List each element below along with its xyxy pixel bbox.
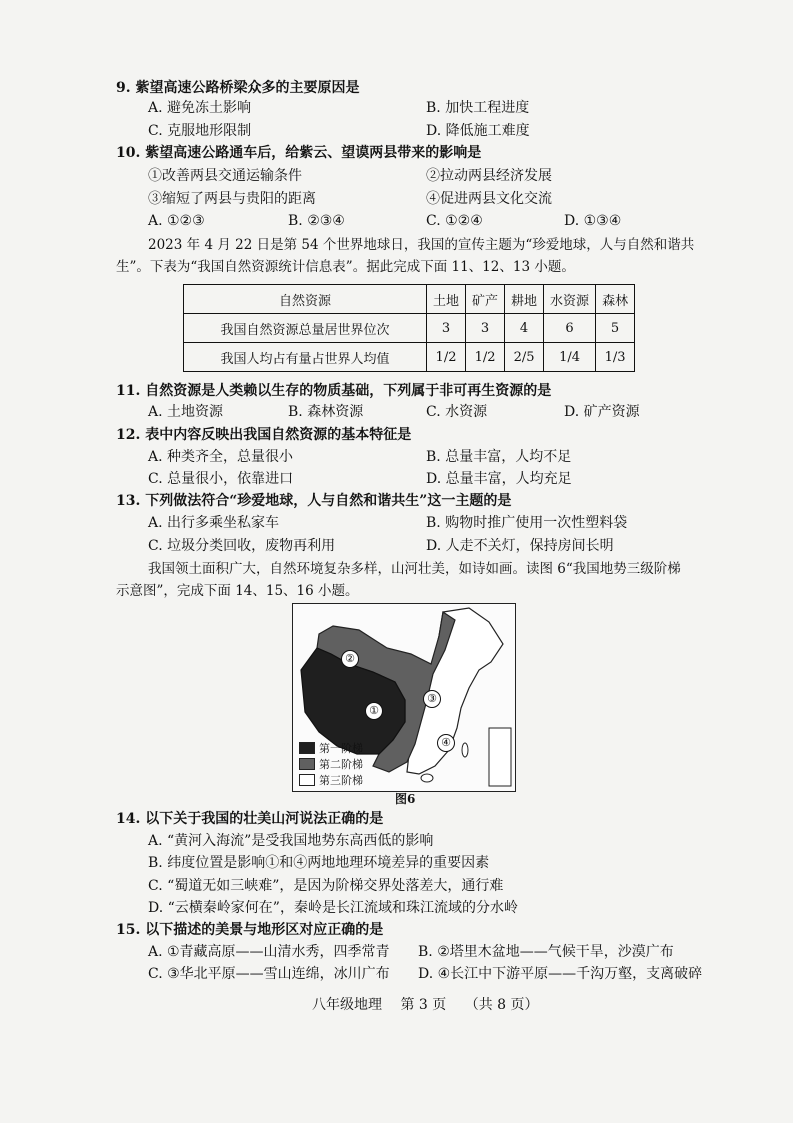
q11-stem: 11. 自然资源是人类赖以生存的物质基础，下列属于非可再生资源的是 [116, 383, 552, 399]
table-cell: 1/2 [466, 343, 505, 372]
q9-stem: 9. 紫望高速公路桥梁众多的主要原因是 [116, 80, 360, 96]
legend-third-step [299, 772, 363, 788]
table-cell: 自然资源 [184, 285, 427, 314]
table-cell: 1/3 [596, 343, 635, 372]
table-cell: 水资源 [544, 285, 596, 314]
q15-option-b: B. ②塔里木盆地——气候干旱，沙漠广布 [418, 944, 674, 960]
q13-option-a: A. 出行多乘坐私家车 [148, 515, 280, 531]
table-cell: 2/5 [505, 343, 544, 372]
q15-option-d: D. ④长江中下游平原——千沟万壑，支离破碎 [418, 966, 703, 982]
q15-option-c: C. ③华北平原——雪山连绵，冰川广布 [148, 966, 390, 982]
q11-option-a: A. 土地资源 [148, 404, 224, 420]
map-label-4: ④ [437, 734, 455, 752]
legend-swatch [299, 774, 315, 786]
table-row [184, 343, 635, 372]
south-sea-inset [489, 728, 511, 786]
q12-option-d: D. 总量丰富，人均充足 [426, 471, 572, 487]
q12-stem: 12. 表中内容反映出我国自然资源的基本特征是 [116, 427, 412, 443]
intro-paragraph-2-line-1: 我国领土面积广大，自然环境复杂多样，山河壮美，如诗如画。读图 6“我国地势三级阶梯 [148, 561, 681, 577]
q13-option-c: C. 垃圾分类回收，废物再利用 [148, 538, 336, 554]
legend-swatch [299, 742, 315, 754]
q10-statement-2: ②拉动两县经济发展 [426, 168, 552, 184]
q12-option-c: C. 总量很小，依靠进口 [148, 471, 294, 487]
map-label-1: ① [365, 702, 383, 720]
q12-option-b: B. 总量丰富，人均不足 [426, 449, 572, 465]
footer-page-number: 第 3 页 [400, 997, 447, 1013]
legend-label: 第一阶梯 [319, 742, 363, 755]
table-cell: 1/2 [427, 343, 466, 372]
legend-swatch [299, 758, 315, 770]
table-cell: 6 [544, 314, 596, 343]
q9-option-b: B. 加快工程进度 [426, 100, 530, 116]
q11-option-c: C. 水资源 [426, 404, 488, 420]
q14-stem: 14. 以下关于我国的壮美山河说法正确的是 [116, 811, 384, 827]
table-cell: 土地 [427, 285, 466, 314]
table-cell: 3 [466, 314, 505, 343]
table-cell: 我国自然资源总量居世界位次 [184, 314, 427, 343]
legend-first-step [299, 740, 363, 756]
china-terrain-map [292, 603, 516, 792]
q14-option-c: C. “蜀道无如三峡难”，是因为阶梯交界处落差大，通行难 [148, 878, 504, 894]
q9-option-d: D. 降低施工难度 [426, 123, 530, 139]
q12-option-a: A. 种类齐全，总量很小 [148, 449, 294, 465]
table-header-row [184, 285, 635, 314]
q10-option-b: B. ②③④ [288, 213, 345, 229]
q10-statement-1: ①改善两县交通运输条件 [148, 168, 302, 184]
intro-paragraph-1-line-2: 生”。下表为“我国自然资源统计信息表”。据此完成下面 11、12、13 小题。 [116, 259, 575, 275]
q15-stem: 15. 以下描述的美景与地形区对应正确的是 [116, 922, 384, 938]
q10-option-d: D. ①③④ [564, 213, 622, 229]
figure-caption: 图6 [395, 792, 416, 806]
footer-total-pages: （共 8 页） [464, 997, 539, 1013]
q15-option-a: A. ①青藏高原——山清水秀，四季常青 [148, 944, 390, 960]
legend-second-step [299, 756, 363, 772]
table-cell: 1/4 [544, 343, 596, 372]
table-cell: 矿产 [466, 285, 505, 314]
q10-option-c: C. ①②④ [426, 213, 483, 229]
q13-stem: 13. 下列做法符合“珍爱地球，人与自然和谐共生”这一主题的是 [116, 493, 512, 509]
legend-label: 第二阶梯 [319, 758, 363, 771]
q11-option-d: D. 矿产资源 [564, 404, 640, 420]
map-label-2: ② [341, 650, 359, 668]
q13-option-d: D. 人走不关灯，保持房间长明 [426, 538, 614, 554]
footer-subject: 八年级地理 [312, 997, 382, 1013]
q10-statement-4: ④促进两县文化交流 [426, 191, 552, 207]
map-label-3: ③ [423, 690, 441, 708]
legend-label: 第三阶梯 [319, 774, 363, 787]
table-row [184, 314, 635, 343]
table-cell: 3 [427, 314, 466, 343]
q14-option-b: B. 纬度位置是影响①和④两地地理环境差异的重要因素 [148, 855, 490, 871]
q14-option-d: D. “云横秦岭家何在”，秦岭是长江流域和珠江流域的分水岭 [148, 900, 518, 916]
q9-option-a: A. 避免冻土影响 [148, 100, 252, 116]
q11-option-b: B. 森林资源 [288, 404, 364, 420]
q10-statement-3: ③缩短了两县与贵阳的距离 [148, 191, 316, 207]
q10-option-a: A. ①②③ [148, 213, 205, 229]
table-cell: 耕地 [505, 285, 544, 314]
table-cell: 我国人均占有量占世界人均值 [184, 343, 427, 372]
q14-option-a: A. “黄河入海流”是受我国地势东高西低的影响 [148, 833, 434, 849]
page-footer [312, 994, 553, 1014]
q13-option-b: B. 购物时推广使用一次性塑料袋 [426, 515, 628, 531]
table-cell: 森林 [596, 285, 635, 314]
resource-table [183, 284, 635, 372]
table-cell: 5 [596, 314, 635, 343]
intro-paragraph-1-line-1: 2023 年 4 月 22 日是第 54 个世界地球日，我国的宣传主题为“珍爱地球，人与自然和谐共 [148, 237, 695, 253]
hainan-island [421, 774, 433, 782]
q10-stem: 10. 紫望高速公路通车后，给紫云、望谟两县带来的影响是 [116, 145, 482, 161]
taiwan-island [462, 743, 468, 757]
intro-paragraph-2-line-2: 示意图”，完成下面 14、15、16 小题。 [116, 583, 359, 599]
table-cell: 4 [505, 314, 544, 343]
q9-option-c: C. 克服地形限制 [148, 123, 252, 139]
